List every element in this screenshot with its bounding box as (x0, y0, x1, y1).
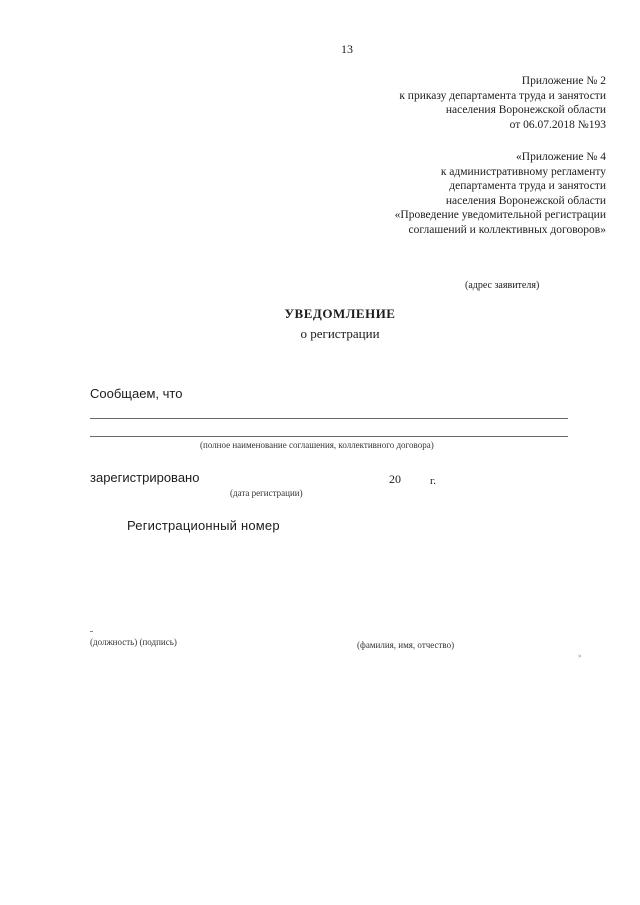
appendix-2-line: Приложение № 2 (521, 75, 606, 87)
appendix-4-line: соглашений и коллективных договоров» (408, 223, 606, 236)
agreement-name-line (90, 418, 568, 419)
appendix-2-line: населения Воронежской области (445, 104, 606, 116)
intro-text: Сообщаем, что (90, 386, 183, 401)
registration-date-caption: (дата регистрации) (230, 488, 303, 498)
appendix-4-header (395, 150, 606, 237)
document-subtitle: о регистрации (300, 326, 380, 341)
registered-label: зарегистрировано (90, 470, 200, 485)
appendix-2-line: от 06.07.2018 №193 (509, 118, 606, 131)
appendix-4-line: департамента труда и занятости (449, 180, 606, 192)
appendix-2-line: к приказу департамента труда и занятости (399, 89, 606, 102)
registration-number-label: Регистрационный номер (127, 518, 280, 533)
appendix-4-line: к административному регламенту (440, 165, 606, 178)
scan-speck (90, 631, 93, 632)
appendix-4-line: «Приложение № 4 (516, 151, 606, 163)
page-corner-mark: » (578, 652, 582, 660)
appendix-4-line: «Проведение уведомительной регистрации (394, 209, 606, 221)
year-suffix: г. (430, 475, 437, 487)
year-prefix: 20 (389, 472, 401, 486)
document-title: УВЕДОМЛЕНИЕ (284, 306, 396, 321)
page-number: 13 (341, 42, 353, 56)
appendix-4-line: населения Воронежской области (445, 194, 606, 207)
appendix-2-header (399, 74, 606, 132)
applicant-address-caption: (адрес заявителя) (465, 280, 540, 291)
position-signature-caption: (должность) (подпись) (90, 637, 177, 647)
agreement-name-line (90, 436, 568, 437)
agreement-name-caption: (полное наименование соглашения, коллективного договора) (200, 440, 434, 450)
full-name-caption: (фамилия, имя, отчество) (357, 640, 455, 650)
